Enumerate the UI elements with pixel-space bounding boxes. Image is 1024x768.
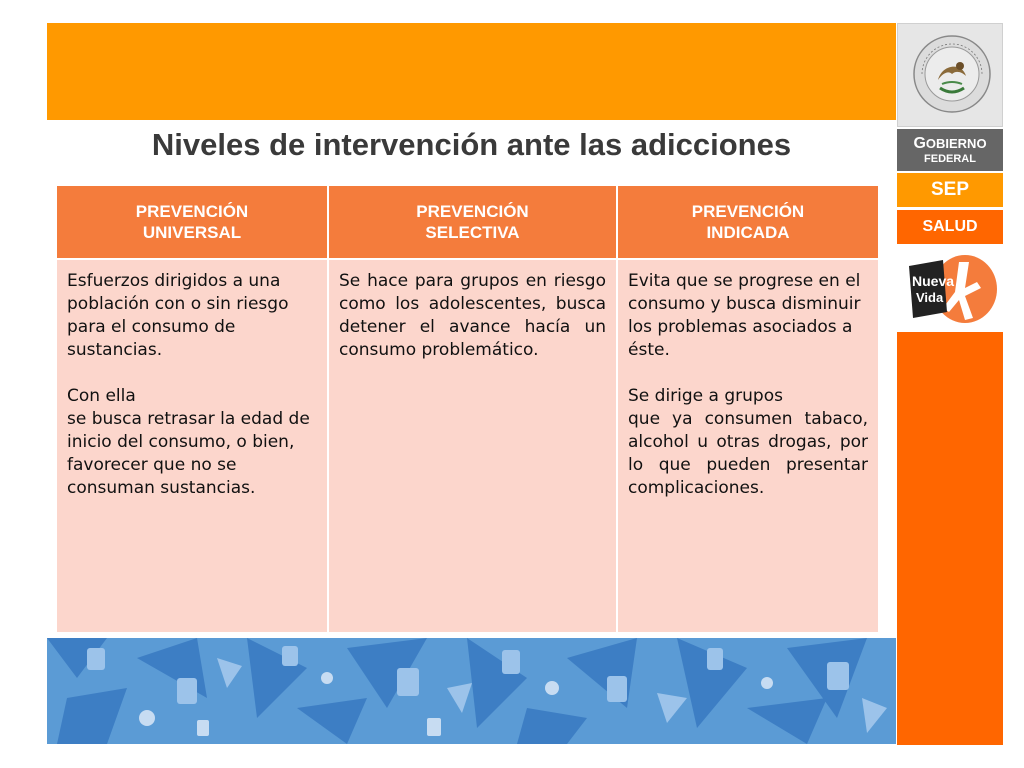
- cell-selectiva: [329, 260, 616, 632]
- vida-text: Vida: [916, 290, 944, 305]
- header-universal: PREVENCIÓN UNIVERSAL: [57, 186, 327, 258]
- header-indicada: PREVENCIÓN INDICADA: [618, 186, 878, 258]
- nueva-vida-logo-panel: [897, 246, 1003, 330]
- indicada-paragraph-2: Se dirige a grupos que ya consumen tabaco, alcohol u otras drogas, por lo que pueden presentar complicaciones.: [628, 385, 868, 498]
- table-row: [57, 260, 878, 632]
- header-selectiva: PREVENCIÓN SELECTIVA: [329, 186, 616, 258]
- sep-badge: SEP: [897, 173, 1003, 207]
- slide-title: Niveles de intervención ante las adicciones: [151, 127, 792, 162]
- cell-universal: [57, 260, 327, 632]
- universal-paragraph-1: Esfuerzos dirigidos a una población con o sin riesgo para el consumo de sustancias.: [67, 271, 289, 360]
- top-orange-band: [47, 23, 896, 120]
- decorative-mural-image: [47, 638, 896, 744]
- indicada-paragraph-1: Evita que se progrese en el consumo y busca disminuir los problemas asociados a éste.: [628, 271, 861, 360]
- national-seal-icon: [912, 34, 992, 114]
- nueva-vida-logo: [903, 252, 999, 326]
- mural-pattern: [47, 638, 896, 744]
- table-header-row: [57, 186, 878, 258]
- intervention-levels-table: [55, 184, 880, 634]
- gobierno-federal-badge: [897, 129, 1003, 171]
- sidebar-orange-fill: [897, 332, 1003, 745]
- gobierno-label: GOBIERNO: [913, 135, 987, 152]
- salud-badge: SALUD: [897, 210, 1003, 244]
- right-sidebar: [897, 23, 1003, 745]
- cell-indicada: [618, 260, 878, 632]
- nueva-text: Nueva: [912, 273, 955, 289]
- universal-paragraph-2: Con ella se busca retrasar la edad de inicio del consumo, o bien, favorecer que no se consuman sustancias.: [67, 385, 310, 498]
- national-seal-panel: [897, 23, 1003, 127]
- federal-label: FEDERAL: [924, 153, 976, 166]
- selectiva-paragraph-1: Se hace para grupos en riesgo como los adolescentes, busca detener el avance hacía un consumo problemático.: [339, 271, 606, 360]
